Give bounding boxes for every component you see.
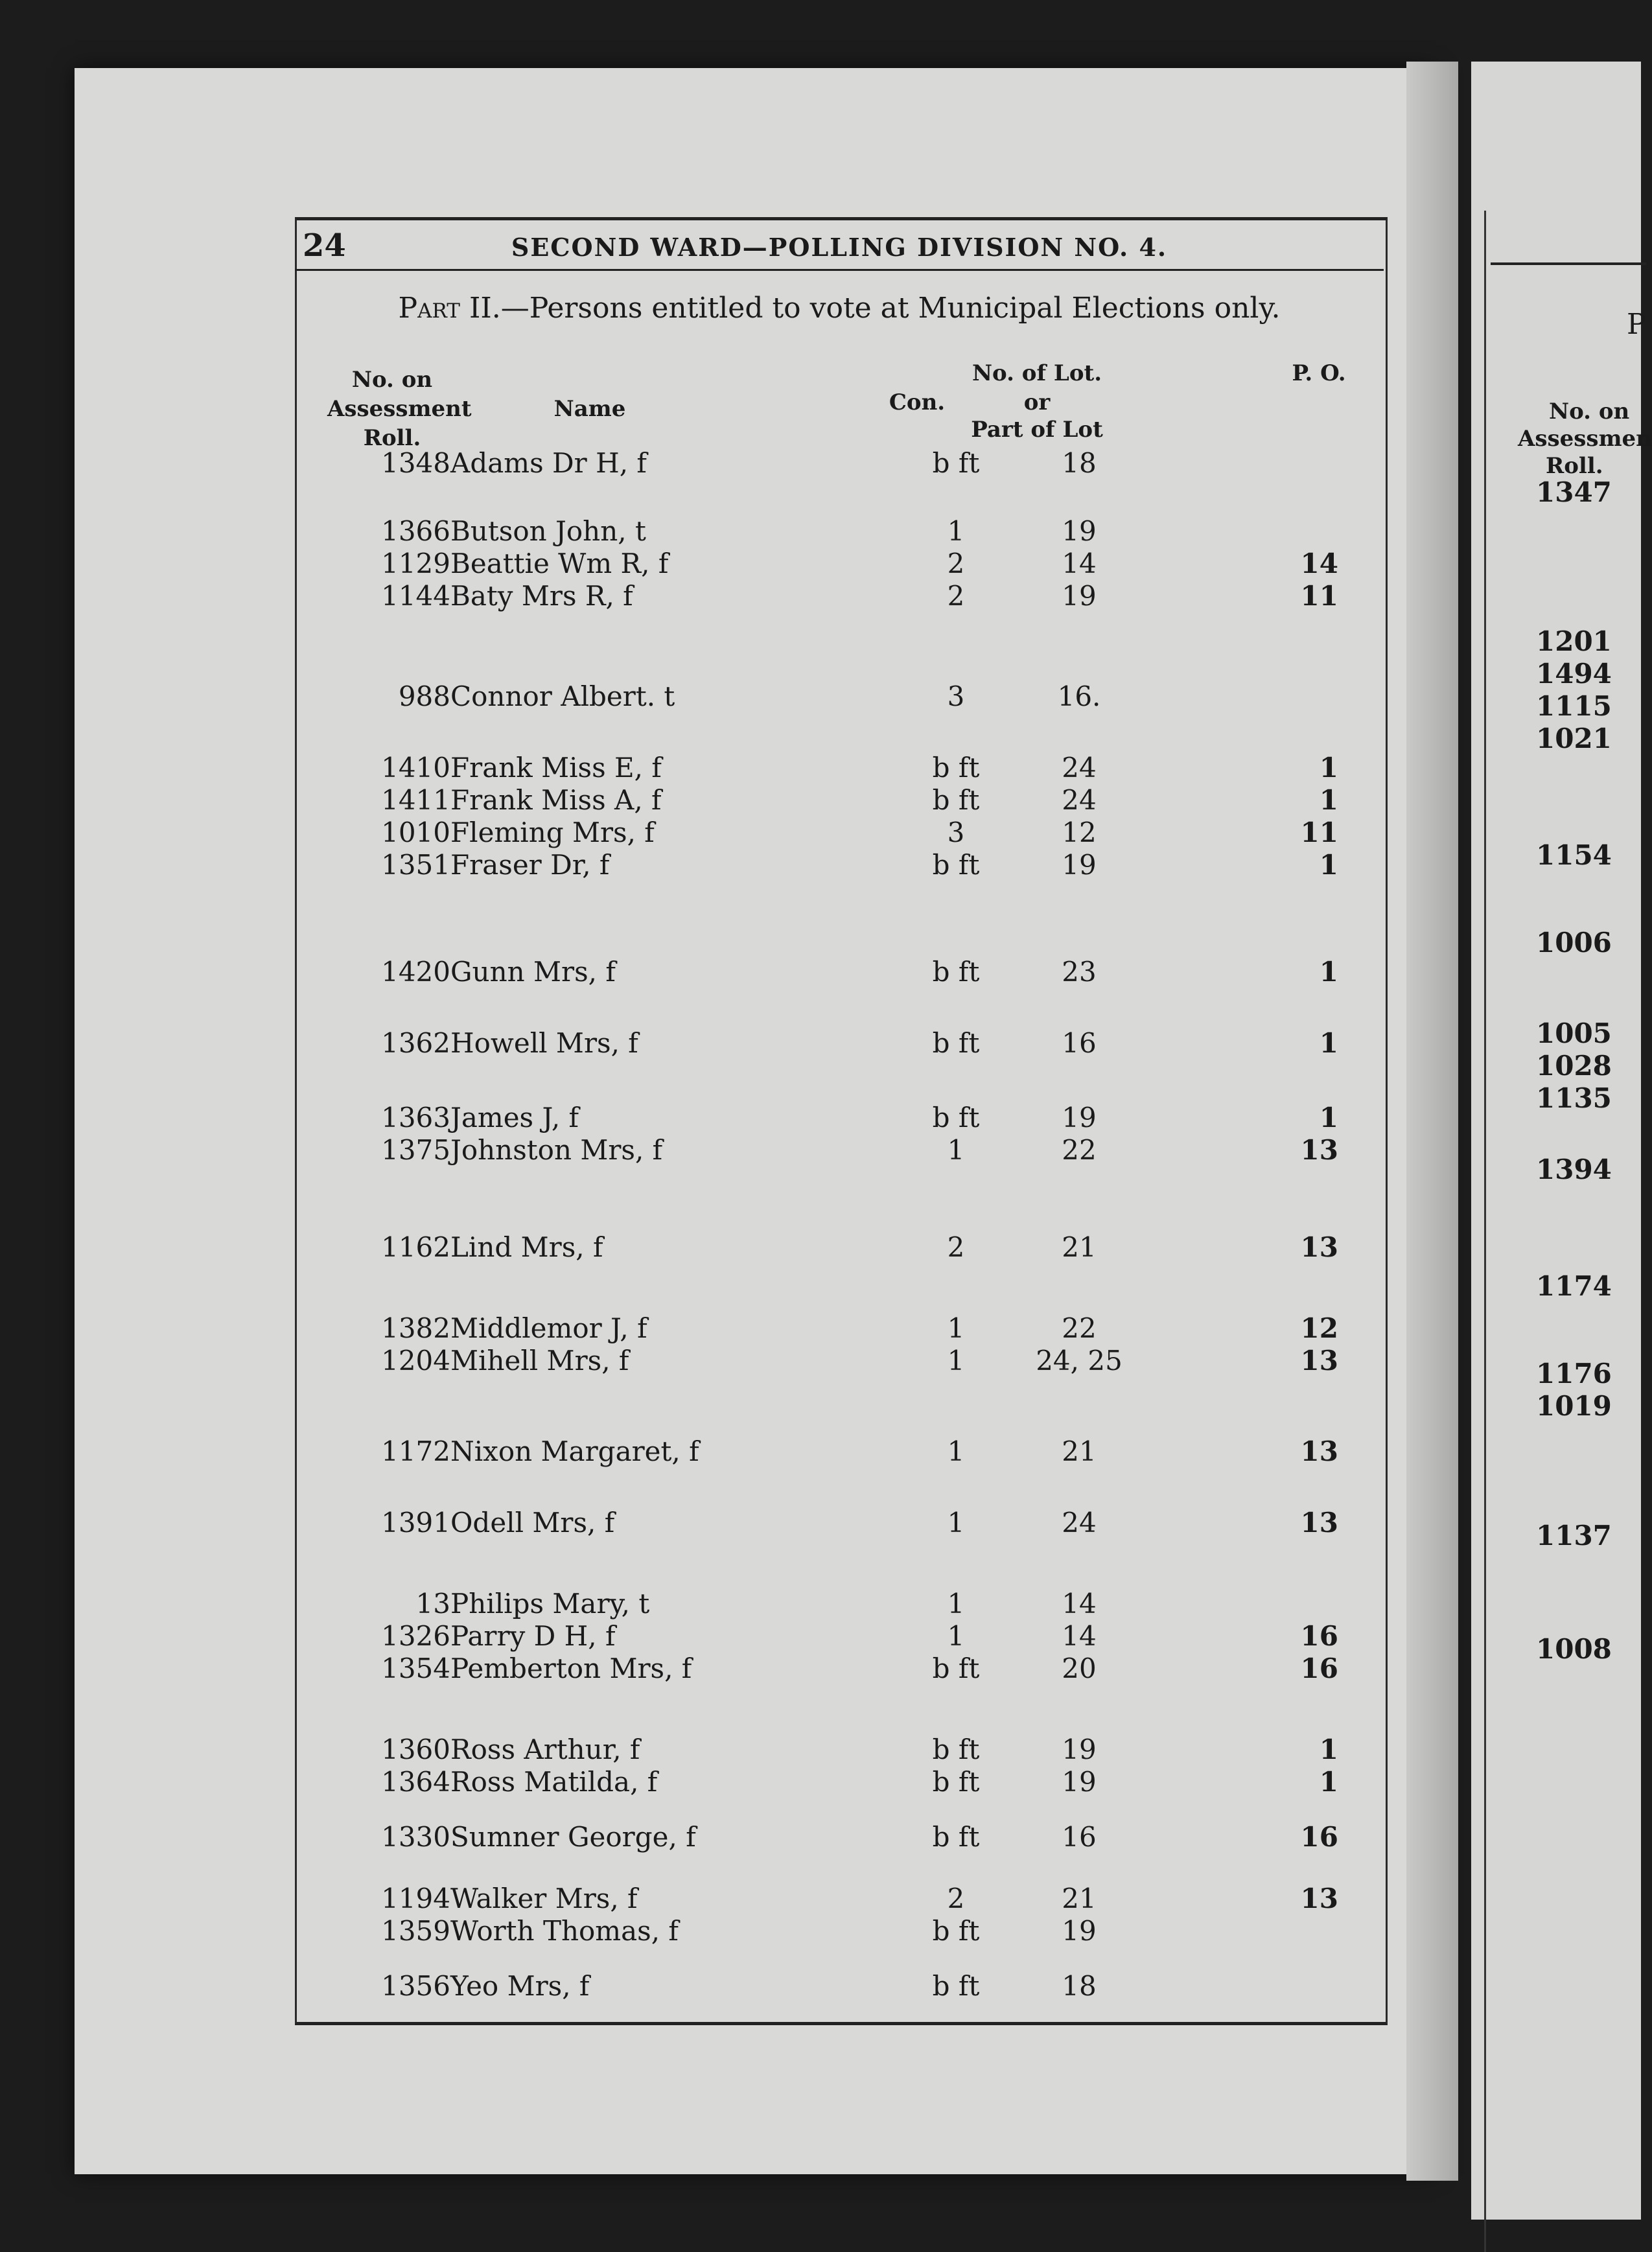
lot-number: 19 <box>1062 1766 1097 1798</box>
elector-name: Frank Miss A, f <box>450 784 662 816</box>
concession: b ft <box>932 1915 980 1947</box>
post-office: 12 <box>1300 1312 1338 1344</box>
lot-number: 14 <box>1062 1588 1097 1619</box>
lot-number: 20 <box>1062 1653 1097 1684</box>
lot-number: 21 <box>1062 1435 1097 1467</box>
roll-number: 13 <box>415 1588 450 1619</box>
elector-name: Yeo Mrs, f <box>450 1970 590 2002</box>
elector-name: Lind Mrs, f <box>450 1231 603 1263</box>
concession: 3 <box>947 817 965 848</box>
table-row <box>295 1231 1384 1264</box>
table-row <box>295 784 1384 817</box>
concession: 3 <box>947 680 965 712</box>
table-row <box>295 548 1384 580</box>
roll-number: 1172 <box>381 1435 450 1467</box>
adjacent-roll-number: 1137 <box>1536 1520 1612 1551</box>
roll-number: 1326 <box>381 1620 450 1652</box>
post-office: 16 <box>1300 1653 1338 1684</box>
table-row <box>295 1883 1384 1915</box>
adjacent-roll-number: 1115 <box>1536 690 1612 722</box>
adjacent-roll-number: 1005 <box>1536 1017 1612 1049</box>
page-edge <box>1406 62 1458 2181</box>
table-row <box>295 956 1384 988</box>
adjacent-roll-number: 1394 <box>1536 1154 1612 1185</box>
post-office: 13 <box>1300 1231 1338 1263</box>
post-office: 16 <box>1300 1620 1338 1652</box>
concession: b ft <box>932 1734 980 1765</box>
table-row <box>295 1970 1384 2002</box>
elector-name: Beattie Wm R, f <box>450 548 669 579</box>
table-row <box>295 1345 1384 1377</box>
concession: b ft <box>932 1027 980 1059</box>
lot-number: 14 <box>1062 548 1097 579</box>
lot-number: 22 <box>1062 1134 1097 1166</box>
post-office: 1 <box>1319 956 1338 988</box>
table-row <box>295 1102 1384 1134</box>
concession: b ft <box>932 752 980 784</box>
page-number: 24 <box>303 227 346 264</box>
concession: 2 <box>947 548 965 579</box>
table-row <box>295 1620 1384 1653</box>
roll-number: 1375 <box>381 1134 450 1166</box>
lot-number: 24 <box>1062 784 1097 816</box>
post-office: 13 <box>1300 1507 1338 1538</box>
lot-number: 21 <box>1062 1231 1097 1263</box>
adjacent-roll-number: 1154 <box>1536 839 1612 871</box>
elector-name: Connor Albert. t <box>450 680 675 712</box>
table-row <box>295 680 1384 713</box>
lot-number: 24 <box>1062 752 1097 784</box>
table-row <box>295 1821 1384 1853</box>
elector-name: Butson John, t <box>450 515 646 547</box>
roll-number: 1129 <box>381 548 450 579</box>
adjacent-heading: P <box>1627 308 1646 341</box>
elector-name: Gunn Mrs, f <box>450 956 616 988</box>
elector-name: Sumner George, f <box>450 1821 696 1853</box>
elector-name: Howell Mrs, f <box>450 1027 638 1059</box>
adjacent-roll-number: 1176 <box>1536 1358 1612 1389</box>
table-row <box>295 447 1384 480</box>
roll-number: 988 <box>398 680 450 712</box>
table-row <box>295 1588 1384 1620</box>
concession: 1 <box>947 1134 965 1166</box>
page-title: SECOND WARD—POLLING DIVISION NO. 4. <box>511 233 1168 262</box>
elector-name: Baty Mrs R, f <box>450 580 633 612</box>
col-lot-line1: No. of Lot. <box>971 360 1102 386</box>
elector-name: Fleming Mrs, f <box>450 817 655 848</box>
lot-number: 16 <box>1062 1821 1097 1853</box>
roll-number: 1194 <box>381 1883 450 1914</box>
lot-number: 24, 25 <box>1036 1345 1123 1376</box>
elector-name: Walker Mrs, f <box>450 1883 638 1914</box>
concession: 2 <box>947 1231 965 1263</box>
adjacent-roll-number: 1135 <box>1536 1082 1612 1114</box>
concession: 1 <box>947 1435 965 1467</box>
lot-number: 19 <box>1062 849 1097 881</box>
part-heading <box>295 292 1384 325</box>
part-heading-prefix: Part II. <box>398 292 501 325</box>
adjacent-roll-number: 1019 <box>1536 1390 1612 1422</box>
adjacent-roll-number: 1006 <box>1536 927 1612 958</box>
concession: b ft <box>932 784 980 816</box>
adjacent-roll-number: 1347 <box>1536 476 1612 508</box>
lot-number: 18 <box>1062 1970 1097 2002</box>
elector-name: Pemberton Mrs, f <box>450 1653 692 1684</box>
roll-number: 1144 <box>381 580 450 612</box>
elector-name: James J, f <box>450 1102 579 1133</box>
post-office: 1 <box>1319 1027 1338 1059</box>
post-office: 1 <box>1319 1102 1338 1133</box>
table-row <box>295 1915 1384 1947</box>
post-office: 13 <box>1300 1345 1338 1376</box>
post-office: 1 <box>1319 1766 1338 1798</box>
roll-number: 1162 <box>381 1231 450 1263</box>
adjacent-header-rule <box>1491 262 1646 265</box>
table-row <box>295 515 1384 548</box>
concession: 1 <box>947 1312 965 1344</box>
table-row <box>295 1766 1384 1798</box>
concession: 1 <box>947 1588 965 1619</box>
col-po: P. O. <box>1292 360 1346 386</box>
concession: 1 <box>947 515 965 547</box>
elector-name: Johnston Mrs, f <box>450 1134 663 1166</box>
adjacent-roll-number: 1028 <box>1536 1050 1612 1082</box>
roll-number: 1010 <box>381 817 450 848</box>
lot-number: 22 <box>1062 1312 1097 1344</box>
part-heading-text: —Persons entitled to vote at Municipal Elections only. <box>500 292 1281 325</box>
elector-name: Ross Arthur, f <box>450 1734 640 1765</box>
lot-number: 19 <box>1062 515 1097 547</box>
page-header <box>295 224 1384 271</box>
adjacent-roll-number: 1174 <box>1536 1270 1612 1302</box>
lot-number: 23 <box>1062 956 1097 988</box>
table-row <box>295 1312 1384 1345</box>
elector-name: Middlemor J, f <box>450 1312 647 1344</box>
table-row <box>295 817 1384 849</box>
table-row <box>295 1653 1384 1685</box>
adjacent-col-roll-3: Roll. <box>1546 453 1603 479</box>
roll-number: 1420 <box>381 956 450 988</box>
post-office: 13 <box>1300 1134 1338 1166</box>
roll-number: 1348 <box>381 447 450 479</box>
roll-number: 1410 <box>381 752 450 784</box>
table-row <box>295 752 1384 784</box>
elector-name: Odell Mrs, f <box>450 1507 615 1538</box>
lot-number: 16 <box>1062 1027 1097 1059</box>
roll-number: 1330 <box>381 1821 450 1853</box>
post-office: 1 <box>1319 849 1338 881</box>
concession: b ft <box>932 1766 980 1798</box>
concession: b ft <box>932 849 980 881</box>
post-office: 13 <box>1300 1435 1338 1467</box>
post-office: 11 <box>1300 817 1338 848</box>
roll-number: 1360 <box>381 1734 450 1765</box>
lot-number: 19 <box>1062 1915 1097 1947</box>
concession: b ft <box>932 1102 980 1133</box>
concession: 1 <box>947 1345 965 1376</box>
adjacent-col-roll-2: Assessmen <box>1518 426 1652 452</box>
roll-number: 1362 <box>381 1027 450 1059</box>
table-row <box>295 1134 1384 1167</box>
roll-number: 1354 <box>381 1653 450 1684</box>
col-roll-line2: Assessment <box>327 396 472 422</box>
lot-number: 24 <box>1062 1507 1097 1538</box>
adjacent-page <box>1471 62 1652 2220</box>
post-office: 1 <box>1319 1734 1338 1765</box>
post-office: 13 <box>1300 1883 1338 1914</box>
table-row <box>295 1734 1384 1766</box>
table-row <box>295 580 1384 612</box>
elector-name: Philips Mary, t <box>450 1588 650 1619</box>
concession: b ft <box>932 956 980 988</box>
lot-number: 12 <box>1062 817 1097 848</box>
lot-number: 19 <box>1062 1734 1097 1765</box>
lot-number: 21 <box>1062 1883 1097 1914</box>
elector-name: Parry D H, f <box>450 1620 616 1652</box>
adjacent-page-border <box>1484 211 1486 2252</box>
post-office: 1 <box>1319 752 1338 784</box>
col-roll-line1: No. on <box>351 367 433 393</box>
adjacent-roll-number: 1008 <box>1536 1633 1612 1665</box>
adjacent-roll-number: 1021 <box>1536 723 1612 754</box>
table-row <box>295 1027 1384 1060</box>
concession: 2 <box>947 580 965 612</box>
roll-number: 1351 <box>381 849 450 881</box>
elector-name: Frank Miss E, f <box>450 752 662 784</box>
roll-number: 1382 <box>381 1312 450 1344</box>
post-office: 1 <box>1319 784 1338 816</box>
lot-number: 14 <box>1062 1620 1097 1652</box>
concession: b ft <box>932 447 980 479</box>
roll-number: 1356 <box>381 1970 450 2002</box>
lot-number: 19 <box>1062 580 1097 612</box>
concession: 1 <box>947 1507 965 1538</box>
post-office: 11 <box>1300 580 1338 612</box>
roll-number: 1363 <box>381 1102 450 1133</box>
post-office: 16 <box>1300 1821 1338 1853</box>
concession: b ft <box>932 1653 980 1684</box>
elector-name: Worth Thomas, f <box>450 1915 679 1947</box>
post-office: 14 <box>1300 548 1338 579</box>
concession: b ft <box>932 1821 980 1853</box>
roll-number: 1204 <box>381 1345 450 1376</box>
roll-number: 1411 <box>381 784 450 816</box>
col-lot-line2: or <box>1023 389 1051 415</box>
lot-number: 18 <box>1062 447 1097 479</box>
elector-name: Fraser Dr, f <box>450 849 610 881</box>
col-lot-line3: Part of Lot <box>971 417 1103 443</box>
elector-name: Adams Dr H, f <box>450 447 647 479</box>
adjacent-roll-number: 1494 <box>1536 658 1612 690</box>
elector-name: Nixon Margaret, f <box>450 1435 699 1467</box>
adjacent-roll-number: 1201 <box>1536 625 1612 657</box>
col-con: Con. <box>889 389 946 415</box>
concession: b ft <box>932 1970 980 2002</box>
roll-number: 1359 <box>381 1915 450 1947</box>
table-row <box>295 1507 1384 1539</box>
concession: 2 <box>947 1883 965 1914</box>
lot-number: 16. <box>1057 680 1101 712</box>
col-name: Name <box>553 396 626 422</box>
roll-number: 1391 <box>381 1507 450 1538</box>
roll-number: 1364 <box>381 1766 450 1798</box>
concession: 1 <box>947 1620 965 1652</box>
adjacent-col-roll-1: No. on <box>1549 399 1630 424</box>
lot-number: 19 <box>1062 1102 1097 1133</box>
col-roll-line3: Roll. <box>363 425 421 451</box>
table-row <box>295 1435 1384 1468</box>
table-row <box>295 849 1384 881</box>
elector-name: Ross Matilda, f <box>450 1766 658 1798</box>
roll-number: 1366 <box>381 515 450 547</box>
elector-name: Mihell Mrs, f <box>450 1345 629 1376</box>
